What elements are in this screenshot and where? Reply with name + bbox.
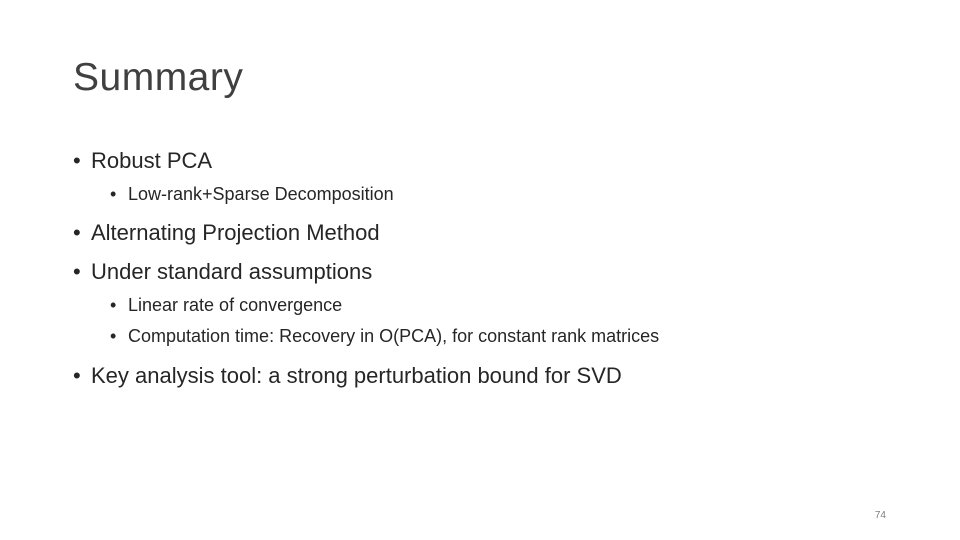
bullet-text: Under standard assumptions: [91, 259, 373, 284]
bullet-item: [73, 220, 380, 246]
bullet-icon: •: [73, 259, 81, 284]
bullet-icon: •: [73, 363, 81, 388]
bullet-item: [73, 148, 212, 174]
sub-bullet-item: [110, 326, 659, 347]
bullet-icon: •: [73, 148, 81, 173]
bullet-icon: •: [110, 184, 117, 204]
bullet-icon: •: [110, 326, 117, 346]
page-number: 74: [874, 510, 886, 521]
bullet-item: [73, 363, 622, 389]
bullet-text: Low-rank+Sparse Decomposition: [128, 184, 394, 204]
sub-bullet-item: [110, 184, 394, 205]
bullet-icon: •: [110, 295, 117, 315]
bullet-text: Linear rate of convergence: [128, 295, 343, 315]
bullet-text: Computation time: Recovery in O(PCA), for constant rank matrices: [128, 326, 660, 346]
bullet-item: [73, 259, 372, 285]
bullet-text: Key analysis tool: a strong perturbation bound for SVD: [91, 363, 622, 388]
bullet-text: Robust PCA: [91, 148, 213, 173]
bullet-icon: •: [73, 220, 81, 245]
bullet-text: Alternating Projection Method: [91, 220, 380, 245]
slide-title: Summary: [73, 56, 244, 99]
sub-bullet-item: [110, 295, 342, 316]
